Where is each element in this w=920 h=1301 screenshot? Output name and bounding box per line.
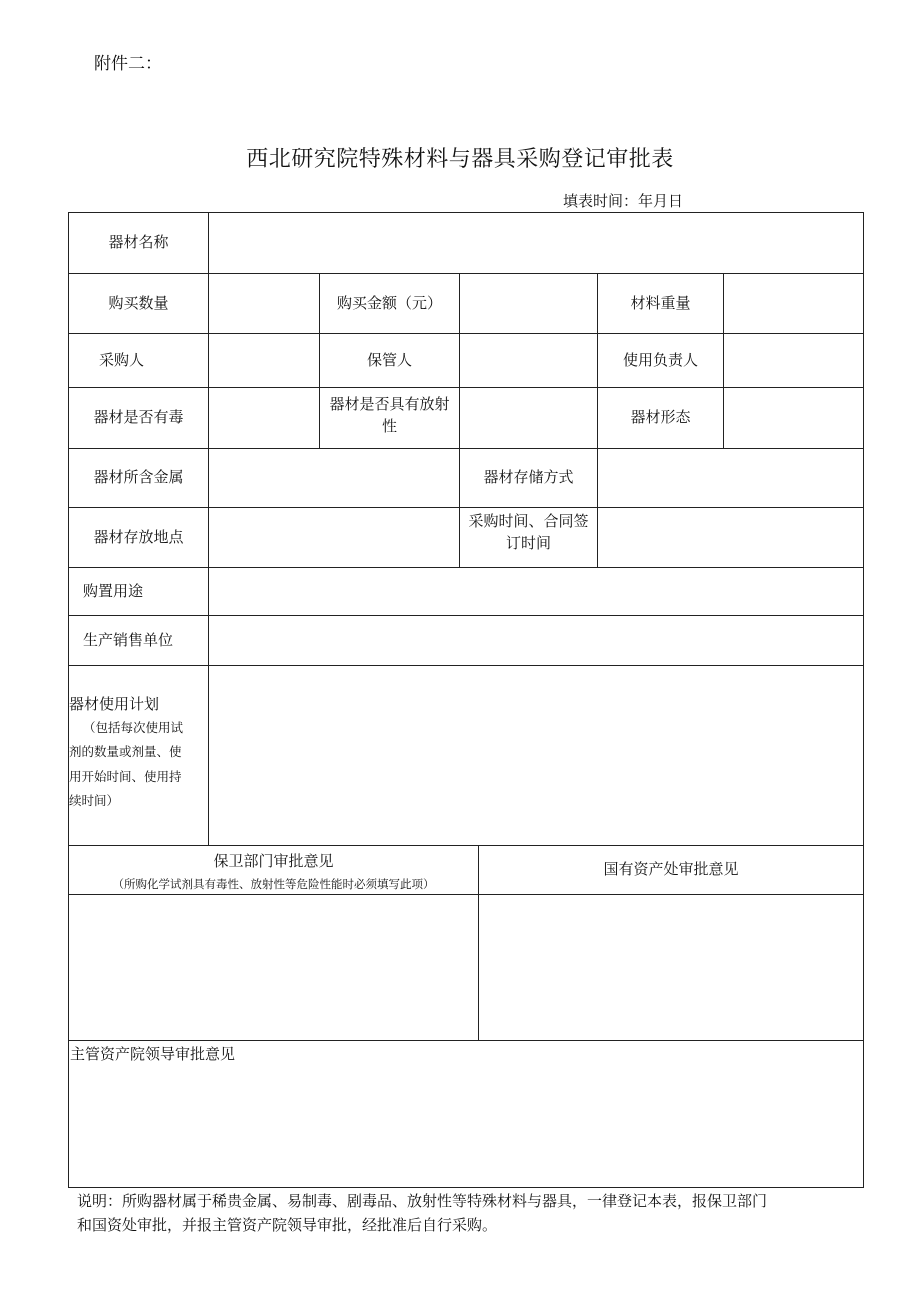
- manufacturer-field[interactable]: [209, 616, 863, 665]
- fill-date-label: 填表时间：年月日: [563, 192, 684, 210]
- usage-plan-note-line: （包括每次使用试: [83, 720, 184, 735]
- purchase-quantity-label: 购买数量: [108, 293, 169, 312]
- is-toxic-label: 器材是否有毒: [93, 408, 184, 427]
- storage-method-field[interactable]: [598, 449, 863, 507]
- is-radioactive-label-line2: 性: [381, 416, 397, 435]
- user-in-charge-field[interactable]: [724, 334, 863, 387]
- equipment-name-label: 器材名称: [108, 233, 169, 252]
- attachment-label: 附件二：: [94, 54, 162, 74]
- purchase-quantity-field[interactable]: [209, 274, 319, 333]
- storage-location-label: 器材存放地点: [93, 527, 184, 546]
- usage-plan-note-line: 剂的数量或剂量、使: [69, 744, 182, 760]
- metals-contained-label: 器材所含金属: [93, 468, 184, 487]
- usage-plan-note-line: 续时间）: [69, 793, 120, 809]
- material-weight-field[interactable]: [724, 274, 863, 333]
- purchase-amount-field[interactable]: [460, 274, 597, 333]
- purchase-time-label-line2: 订时间: [505, 533, 551, 552]
- purpose-label: 购置用途: [83, 581, 144, 600]
- asset-office-approval-field[interactable]: [479, 895, 863, 1040]
- purchase-time-label-line1: 采购时间、合同签: [468, 512, 589, 530]
- is-toxic-field[interactable]: [209, 388, 319, 448]
- purpose-field[interactable]: [209, 568, 863, 615]
- storage-location-field[interactable]: [209, 508, 459, 567]
- is-radioactive-label-line1: 器材是否具有放射: [329, 395, 450, 413]
- footer-note-line1: 说明：所购器材属于稀贵金属、易制毒、剧毒品、放射性等特殊材料与器具，一律登记本表，报保卫部门: [77, 1192, 768, 1210]
- usage-plan-note-line: 用开始时间、使用持: [69, 768, 182, 784]
- storage-method-label: 器材存储方式: [483, 468, 574, 487]
- purchase-time-field[interactable]: [598, 508, 863, 567]
- footer-note-line2: 和国资处审批，并报主管资产院领导审批，经批准后自行采购。: [77, 1216, 498, 1234]
- purchase-amount-label: 购买金额（元）: [336, 293, 442, 312]
- leader-approval-title: 主管资产院领导审批意见: [70, 1045, 236, 1063]
- purchaser-field[interactable]: [209, 334, 319, 387]
- security-approval-title: 保卫部门审批意见: [213, 852, 334, 870]
- user-in-charge-label: 使用负责人: [622, 350, 698, 369]
- security-approval-field[interactable]: [69, 895, 478, 1040]
- custodian-field[interactable]: [460, 334, 597, 387]
- security-approval-header: [69, 850, 478, 892]
- metals-contained-field[interactable]: [209, 449, 459, 507]
- equipment-name-field[interactable]: [209, 213, 863, 273]
- usage-plan-title: 器材使用计划: [69, 695, 160, 713]
- manufacturer-label: 生产销售单位: [83, 630, 174, 649]
- is-radioactive-label: [320, 388, 459, 448]
- page-title: 西北研究院特殊材料与器具采购登记审批表: [246, 147, 674, 172]
- form-state-label: 器材形态: [630, 408, 691, 427]
- is-radioactive-field[interactable]: [460, 388, 597, 448]
- form-state-field[interactable]: [724, 388, 863, 448]
- usage-plan-note: [69, 716, 204, 814]
- leader-approval-field[interactable]: [69, 1066, 863, 1187]
- custodian-label: 保管人: [366, 350, 412, 369]
- purchase-time-label: [460, 508, 597, 567]
- purchaser-label: 采购人: [99, 350, 145, 369]
- asset-office-approval-title: 国有资产处审批意见: [603, 860, 739, 879]
- usage-plan-label: [69, 693, 204, 814]
- security-approval-note: （所购化学试剂具有毒性、放射性等危险性能时必须填写此项）: [112, 877, 435, 891]
- footer-note: [77, 1189, 867, 1237]
- material-weight-label: 材料重量: [630, 293, 691, 312]
- usage-plan-field[interactable]: [209, 666, 863, 845]
